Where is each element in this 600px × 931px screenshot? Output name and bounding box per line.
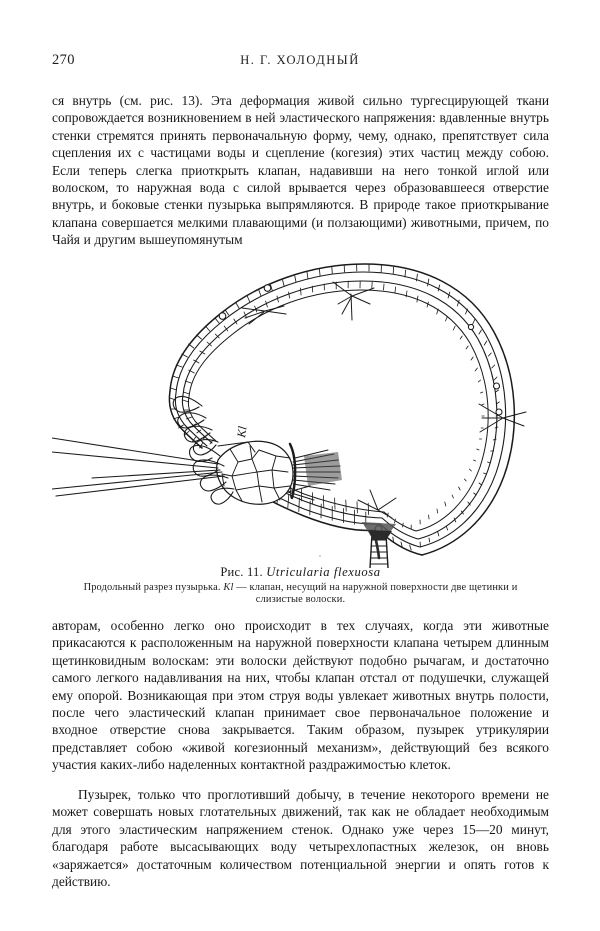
- figure-illustration: [52, 246, 549, 568]
- caption-line-2: поверхности две щетинки и слизистые волоски.: [255, 582, 518, 606]
- page-number: 270: [52, 52, 75, 68]
- caption-part-b: — клапан, несущий на наружной: [233, 582, 388, 593]
- figure-caption-title: [52, 565, 549, 580]
- paragraph-block-top: [52, 92, 549, 249]
- body-paragraph-last: Пузырек, только что проглотивший добычу, в течение некоторого времени не может совершать новых глотательных движений, так как не обладает необходимым для этого эластическим напряжением стенок. Однако уже через 15—20 минут, благодаря работе высасывающих воду четырехлопастных железок, он вновь «заряжается» достаточным количеством потенциальной энергии и опять готов к действию.: [52, 787, 549, 890]
- figure-caption: [52, 565, 549, 606]
- running-title: Н. Г. ХОЛОДНЫЙ: [240, 53, 360, 67]
- figure-caption-subtext: [52, 582, 549, 606]
- body-paragraph-middle: авторам, особенно легко оно происходит в тех случаях, когда эти животные прикасаются к расположенным на наружной поверхности клапана четырем длинным щетинковидным волоскам: эти волоски действуют подобно рычагам, и достаточно самого легкого надавливания на них, чтобы клапан отстал от подушечки, служащей ему опорой. Возникающая при этом струя воды увлекает животных внутрь полости, после чего эластический клапан принимает свое первоначальное положение и входное отверстие снова закрывается. Таким образом, пузырек утрикулярии представляет собою «живой когезионный механизм», действующий без всякого участия каких-либо наделенных контактной раздражимостью клеток.: [52, 618, 549, 773]
- figure-11: [52, 246, 549, 606]
- paragraph-block-last: [52, 786, 549, 890]
- caption-kl-italic: Kl: [223, 582, 234, 593]
- figure-number: Рис. 11.: [220, 565, 263, 579]
- caption-part-a: Продольный разрез пузырька.: [83, 582, 224, 593]
- figure-species-name: Utricularia flexuosa: [266, 565, 381, 579]
- paragraph-block-middle: [52, 617, 549, 774]
- running-head: [52, 52, 548, 72]
- body-paragraph-top: ся внутрь (см. рис. 13). Эта деформация живой сильно тургесцирующей ткани сопровождается возникновением в ней эластического напряжения: вдавленные внутрь стенки стремятся принять первоначальную форму, чему, однако, препятствует сила сцепления их с частицами воды и сцепление (когезия) этих частиц между собою. Если теперь слегка приоткрыть клапан, надавивши на него тонкой иглой или волоском, то наружная вода с силой врывается через образовавшееся отверстие внутрь, и боковые стенки пузырька выпрямляются. В природе такое приоткрывание клапана совершается мелкими плавающими (и ползающими) животными, причем, по Чайя и другим вышеупомянутым: [52, 93, 549, 248]
- valve-label-kl: Kl: [234, 425, 250, 439]
